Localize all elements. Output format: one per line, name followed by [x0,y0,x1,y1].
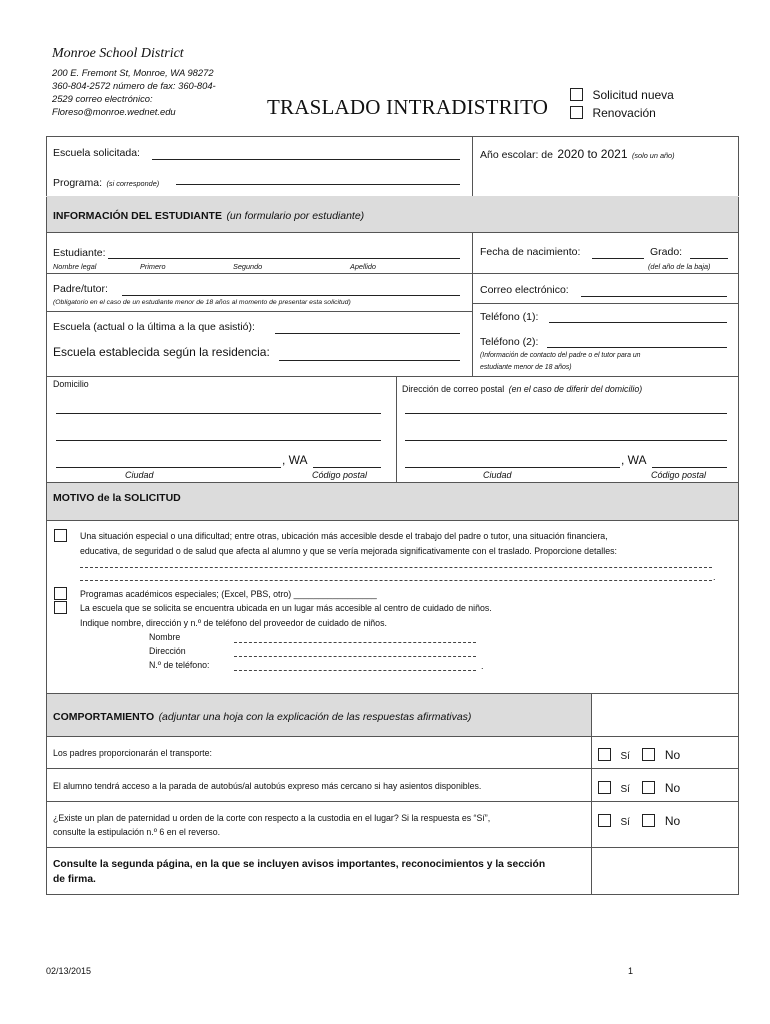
custody-answer [598,812,680,830]
grade-field[interactable] [690,258,728,259]
resident-school-field[interactable] [279,360,460,361]
school-year-note: (solo un año) [631,151,675,160]
last-name-note: Apellido [350,262,376,271]
student-label: Estudiante: [53,247,106,259]
provider-phone-label: N.º de teléfono: [149,660,210,670]
childcare-checkbox[interactable] [54,601,67,614]
new-request-option[interactable] [570,86,674,104]
first-name-note: Primero [140,262,166,271]
home-address-line-2[interactable] [56,440,381,441]
academic-programs-text: Programas académicos especiales; (Excel, PBS, otro) _________________ [80,589,377,599]
transport-answer [598,746,680,764]
yes-label: Sí [620,784,630,795]
special-situation-checkbox[interactable] [54,529,67,542]
school-year [480,145,675,163]
reason-section-title: MOTIVO de la SOLICITUD [53,492,181,504]
home-zip-field[interactable] [313,467,381,468]
bus-answer [598,779,680,797]
second-page-note [53,857,545,887]
no-label: No [664,814,681,828]
school-year-label: Año escolar: de [480,149,553,161]
current-school-field[interactable] [275,333,460,334]
program-note: (si corresponde) [106,179,160,188]
home-zip-caption: Código postal [312,470,368,480]
home-city-caption: Ciudad [125,470,154,480]
grade-label: Grado: [650,246,683,258]
organization-address [52,66,242,118]
requested-school-label: Escuela solicitada: [53,147,140,159]
resident-school-label: Escuela establecida según la residencia: [53,345,270,359]
footer-date: 02/13/2015 [46,966,92,976]
email-label: Correo electrónico: [480,284,569,296]
special-situation-text-1: Una situación especial o una dificultad; entre otras, ubicación más accesible desde el trabajo del padre o tutor, una situación financiera, [80,531,608,541]
provider-address-field[interactable] [234,656,476,657]
address-line: 360-804-2572 número de fax: 360-804- [52,80,216,91]
details-line-1[interactable] [80,567,712,568]
parent-note: (Obligatorio en el caso de un estudiante menor de 18 años al momento de presentar esta solicitud) [53,299,351,306]
email-field[interactable] [581,296,727,297]
transport-yes-checkbox[interactable] [598,748,611,761]
legal-name-note: Nombre legal [53,262,97,271]
home-address-line-1[interactable] [56,413,381,414]
parent-field[interactable] [122,295,460,296]
student-section-subtitle: (un formulario por estudiante) [226,210,365,222]
transport-no-checkbox[interactable] [642,748,655,761]
custody-question-1: ¿Existe un plan de paternidad u orden de la corte con respecto a la custodia en el lugar? Si la respuesta es “Sí”, [53,813,491,823]
second-page-note-line: Consulte la segunda página, en la que se incluyen avisos importantes, reconocimientos y la sección [53,859,546,870]
bus-no-checkbox[interactable] [642,781,655,794]
mail-address-note: (en el caso de diferir del domicilio) [508,384,643,394]
second-page-note-line: de firma. [53,874,96,885]
provider-address-label: Dirección [149,646,186,656]
form-title: TRASLADO INTRADISTRITO [267,95,549,119]
organization-name: Monroe School District [52,46,184,61]
requested-school-field[interactable] [152,159,460,160]
student-name-field[interactable] [108,258,460,259]
phone2-field[interactable] [547,347,727,348]
mail-address-line-1[interactable] [405,413,727,414]
no-label: No [664,781,681,795]
bus-yes-checkbox[interactable] [598,781,611,794]
dob-field[interactable] [592,258,644,259]
contact-note-2: estudiante menor de 18 años) [480,364,572,371]
custody-question-2: consulte la estipulación n.º 6 en el reverso. [53,827,221,837]
current-school-label: Escuela (actual o la última a la que asistió): [53,321,255,333]
page-number: 1 [628,966,634,976]
renewal-checkbox[interactable] [570,106,583,119]
new-request-label: Solicitud nueva [592,88,674,102]
address-line: Floreso@monroe.wednet.edu [52,106,176,117]
academic-programs-checkbox[interactable] [54,587,67,600]
mail-state: , WA [621,453,647,467]
special-situation-text-2: educativa, de seguridad o de salud que afecta al alumno y que se vería mejorada significativamente con el traslado. Proporcione detalles: [80,546,617,556]
provider-name-field[interactable] [234,642,476,643]
custody-no-checkbox[interactable] [642,814,655,827]
parent-label: Padre/tutor: [53,283,108,295]
mail-address-line-2[interactable] [405,440,727,441]
home-address-label: Domicilio [53,379,89,389]
address-line: 200 E. Fremont St, Monroe, WA 98272 [52,67,214,78]
childcare-text: La escuela que se solicita se encuentra ubicada en un lugar más accesible al centro de cuidado de niños. [80,603,492,613]
mail-city-field[interactable] [405,467,620,468]
school-year-value: 2020 to 2021 [557,147,628,161]
renewal-label: Renovación [592,106,656,120]
address-line: 2529 correo electrónico: [52,93,153,104]
yes-label: Sí [620,817,630,828]
student-section-title: INFORMACIÓN DEL ESTUDIANTE [53,210,222,222]
new-request-checkbox[interactable] [570,88,583,101]
program-row [53,173,159,191]
dob-label: Fecha de nacimiento: [480,246,581,258]
middle-name-note: Segundo [233,262,263,271]
details-line-2[interactable] [80,580,712,581]
phone1-label: Teléfono (1): [480,311,539,323]
behavior-title-row [53,707,471,725]
provider-name-label: Nombre [149,632,181,642]
program-field[interactable] [176,184,460,185]
mail-address-row [402,379,642,397]
mail-zip-caption: Código postal [651,470,707,480]
behavior-title: COMPORTAMIENTO [53,711,155,723]
transport-question: Los padres proporcionarán el transporte: [53,748,212,758]
grade-note: (del año de la baja) [648,262,711,271]
mail-address-label: Dirección de correo postal [402,384,505,394]
renewal-option[interactable] [570,104,656,122]
behavior-subtitle: (adjuntar una hoja con la explicación de las respuestas afirmativas) [158,711,472,723]
no-label: No [664,748,681,762]
custody-yes-checkbox[interactable] [598,814,611,827]
provider-phone-field[interactable] [234,670,476,671]
yes-label: Sí [620,751,630,762]
mail-zip-field[interactable] [652,467,727,468]
provider-note: Indique nombre, dirección y n.º de teléfono del proveedor de cuidado de niños. [80,618,387,628]
phone2-label: Teléfono (2): [480,336,539,348]
contact-note-1: (Información de contacto del padre o el tutor para un [480,352,641,359]
program-label: Programa: [53,177,103,189]
student-section-title-row [53,206,364,224]
home-city-field[interactable] [56,467,281,468]
mail-city-caption: Ciudad [483,470,512,480]
phone1-field[interactable] [549,322,727,323]
bus-question: El alumno tendrá acceso a la parada de autobús/al autobús expreso más cercano si hay asientos disponibles. [53,781,482,791]
home-state: , WA [282,453,308,467]
